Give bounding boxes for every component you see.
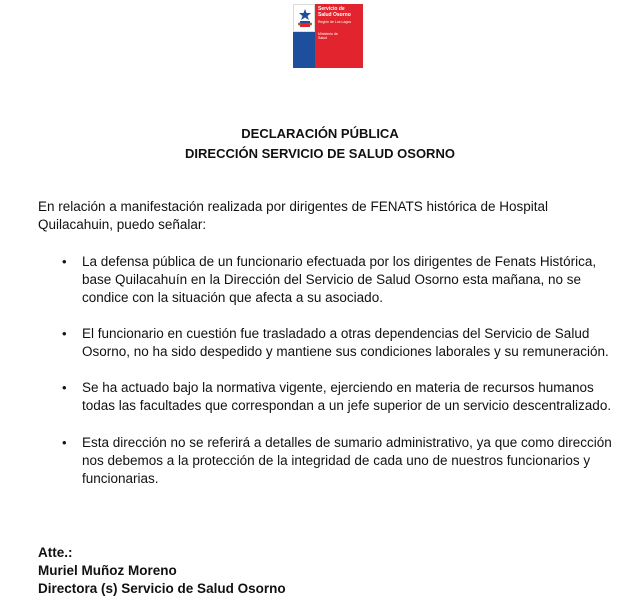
list-item [82, 434, 627, 488]
logo-ministry-line1: Ministerio de [318, 32, 338, 36]
list-item-line: Esta dirección no se referirá a detalles de sumario administrativo, ya que como dirección [82, 435, 612, 450]
logo-ministry-line2: Salud [318, 36, 327, 40]
bullet-icon: • [62, 326, 67, 341]
list-item-line: condice con la situación que afecta a su asociado. [82, 290, 383, 305]
intro-line: Quilacahuin, puedo señalar: [38, 217, 207, 232]
list-item [82, 325, 627, 361]
logo-line2: Salud Osorno [318, 12, 351, 18]
intro-paragraph [38, 198, 608, 234]
bullet-icon: • [62, 435, 67, 450]
signature-name: Muriel Muñoz Moreno [38, 563, 177, 578]
list-item-line: funcionarias. [82, 471, 159, 486]
logo-white-panel [293, 4, 315, 32]
logo-region: Región de Los Lagos [318, 20, 352, 24]
servicio-salud-osorno-logo [293, 4, 363, 68]
signature-role: Directora (s) Servicio de Salud Osorno [38, 581, 286, 596]
declaration-title: DECLARACIÓN PÚBLICA [241, 126, 399, 141]
list-item-line: El funcionario en cuestión fue trasladado a otras dependencias del Servicio de Salud [82, 326, 590, 341]
logo-blue-panel [293, 32, 315, 68]
logo-service-name [318, 6, 351, 18]
declaration-subtitle: DIRECCIÓN SERVICIO DE SALUD OSORNO [185, 146, 455, 161]
bullet-icon: • [62, 380, 67, 395]
list-item-line: Se ha actuado bajo la normativa vigente, ejerciendo en materia de recursos humanos [82, 380, 594, 395]
intro-line: En relación a manifestación realizada por dirigentes de FENATS histórica de Hospital [38, 199, 549, 214]
list-item [82, 379, 627, 415]
list-item-line: base Quilacahuín en la Dirección del Servicio de Salud Osorno esta mañana, no se [82, 272, 582, 287]
list-item-line: nos debemos a la protección de la integridad de cada uno de nuestros funcionarios y [82, 453, 591, 468]
logo-line1: Servicio de [318, 6, 345, 12]
signature-atte: Atte.: [38, 545, 73, 560]
list-item-line: La defensa pública de un funcionario efectuada por los dirigentes de Fenats Histórica, [82, 254, 597, 269]
list-item [82, 253, 627, 307]
bullet-icon: • [62, 254, 67, 269]
list-item-line: todas las facultades que correspondan a un jefe superior de un servicio descentralizado. [82, 398, 612, 413]
coat-of-arms-icon [297, 8, 313, 30]
list-item-line: Osorno, no ha sido despedido y mantiene sus condiciones laborales y su remuneración. [82, 344, 609, 359]
logo-ministry [318, 32, 338, 40]
